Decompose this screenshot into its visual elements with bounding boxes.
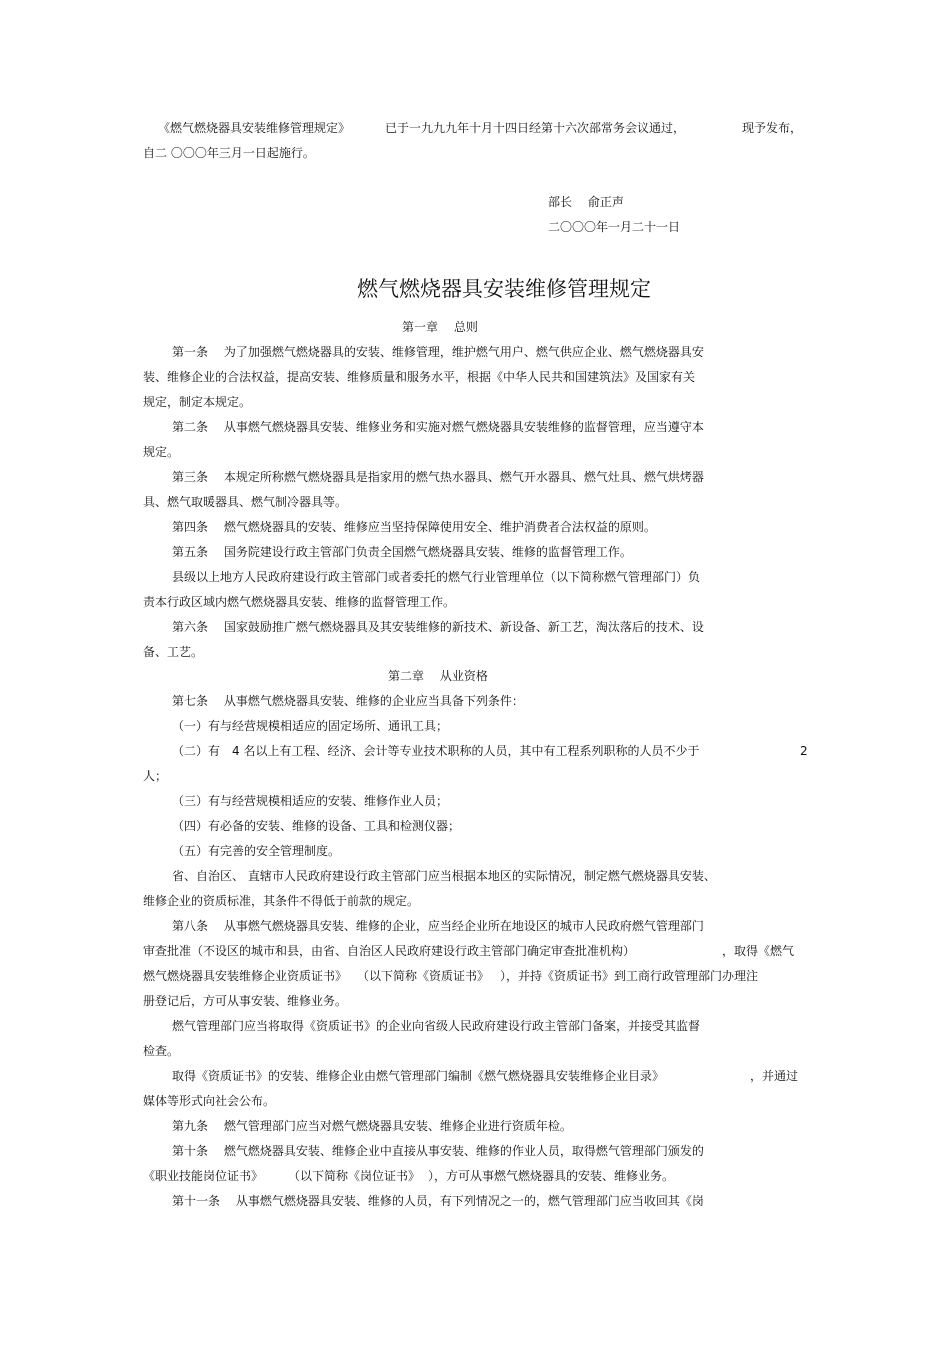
article-11-line-1: 第十一条 从事燃气燃烧器具安装、维修的人员，有下列情况之一的，燃气管理部门应当收回其《岗 — [172, 1194, 704, 1208]
preamble-regulation-name: 《燃气燃烧器具安装维修管理规定》 — [158, 121, 351, 135]
preamble-effective-date: 自二 〇〇〇年三月一日起施行。 — [143, 146, 315, 160]
article-8-para-3-line-1-b: ，并通过 — [750, 1069, 799, 1083]
document-title: 燃气燃烧器具安装维修管理规定 — [357, 277, 651, 301]
article-8-para-3-line-1-a: 取得《资质证书》的安装、维修企业由燃气管理部门编制《燃气燃烧器具安装维修企业目录》 — [172, 1069, 665, 1083]
article-8-para-2-line-1: 燃气管理部门应当将取得《资质证书》的企业向省级人民政府建设行政主管部门备案，并接受其监督 — [172, 1019, 701, 1033]
article-7-item-2: （二）有 4 名以上有工程、经济、会计等专业技术职称的人员，其中有工程系列职称的人员不少于 — [172, 744, 700, 758]
article-7-para-2-line-1: 省、自治区、 直辖市人民政府建设行政主管部门应当根据本地区的实际情况，制定燃气燃烧器具安装、 — [172, 869, 716, 883]
preamble-approval-text: 已于一九九九年十月十四日经第十六次部常务会议通过， — [385, 121, 686, 135]
article-7: 第七条 从事燃气燃烧器具安装、维修的企业应当具备下列条件： — [172, 694, 524, 708]
article-5-para-2-line-1: 县级以上地方人民政府建设行政主管部门或者委托的燃气行业管理单位（以下简称燃气管理部门）负 — [172, 570, 701, 584]
article-7-item-5: （五）有完善的安全管理制度。 — [172, 844, 341, 858]
article-5-para-2-line-2: 责本行政区域内燃气燃烧器具安装、维修的监督管理工作。 — [143, 595, 456, 609]
article-8-line-3-a: 燃气燃烧器具安装维修企业资质证书》 — [143, 969, 348, 983]
article-10-line-2-c: ），方可从事燃气燃烧器具的安装、维修业务。 — [428, 1169, 675, 1183]
article-8-line-2-b: ，取得《燃气 — [722, 944, 795, 958]
article-6-line-1: 第六条 国家鼓励推广燃气燃烧器具及其安装维修的新技术、新设备、新工艺，淘汰落后的技术、设 — [172, 620, 704, 634]
article-2-line-2: 规定。 — [143, 445, 180, 459]
article-9: 第九条 燃气管理部门应当对燃气燃烧器具安装、维修企业进行资质年检。 — [172, 1119, 572, 1133]
article-8-line-3-c: ），并持《资质证书》到工商行政管理部门办理注 — [500, 969, 759, 983]
article-10-line-1: 第十条 燃气燃烧器具安装、维修企业中直接从事安装、维修的作业人员，取得燃气管理部门颁发的 — [172, 1144, 704, 1158]
article-1-line-2: 装、维修企业的合法权益，提高安装、维修质量和服务水平，根据《中华人民共和国建筑法》及国家有关 — [143, 370, 696, 384]
chapter-2-heading: 第二章 从业资格 — [388, 669, 488, 683]
article-10-line-2-a: 《职业技能岗位证书》 — [143, 1169, 264, 1183]
article-3-line-2: 具、燃气取暖器具、燃气制冷器具等。 — [143, 495, 348, 509]
signature-date: 二〇〇〇年一月二十一日 — [548, 220, 681, 234]
signature-minister: 部长 俞正声 — [548, 195, 624, 209]
article-8-line-4: 册登记后，方可从事安装、维修业务。 — [143, 994, 348, 1008]
article-7-item-4: （四）有必备的安装、维修的设备、工具和检测仪器； — [172, 819, 461, 833]
article-7-item-2-end: 人； — [143, 769, 168, 783]
article-4: 第四条 燃气燃烧器具的安装、维修应当坚持保障使用安全、维护消费者合法权益的原则。 — [172, 520, 656, 534]
preamble-publish-text: 现予发布， — [742, 121, 803, 135]
article-2-line-1: 第二条 从事燃气燃烧器具安装、维修业务和实施对燃气燃烧器具安装维修的监督管理，应当遵守本 — [172, 420, 704, 434]
article-5: 第五条 国务院建设行政主管部门负责全国燃气燃烧器具安装、维修的监督管理工作。 — [172, 545, 632, 559]
article-8-line-1: 第八条 从事燃气燃烧器具安装、维修的企业，应当经企业所在地设区的城市人民政府燃气管理部门 — [172, 919, 704, 933]
article-1-line-1: 第一条 为了加强燃气燃烧器具的安装、维修管理，维护燃气用户、燃气供应企业、燃气燃烧器具安 — [172, 345, 704, 359]
article-8-para-3-line-2: 媒体等形式向社会公布。 — [143, 1094, 276, 1108]
chapter-1-heading: 第一章 总则 — [402, 320, 478, 334]
article-7-item-2-number: 2 — [800, 744, 808, 758]
article-1-line-3: 规定，制定本规定。 — [143, 395, 252, 409]
article-8-line-2-a: 审查批准（不设区的城市和县，由省、自治区人民政府建设行政主管部门确定审查批准机构） — [143, 944, 636, 958]
article-10-line-2-b: （以下简称《岗位证书》 — [288, 1169, 421, 1183]
article-3-line-1: 第三条 本规定所称燃气燃烧器具是指家用的燃气热水器具、燃气开水器具、燃气灶具、燃气烘烤器 — [172, 470, 704, 484]
article-8-line-3-b: （以下简称《资质证书》 — [357, 969, 490, 983]
article-6-line-2: 备、工艺。 — [143, 645, 204, 659]
article-7-item-1: （一）有与经营规模相适应的固定场所、通讯工具； — [172, 719, 449, 733]
article-7-para-2-line-2: 维修企业的资质标准，其条件不得低于前款的规定。 — [143, 894, 420, 908]
article-8-para-2-line-2: 检查。 — [143, 1044, 180, 1058]
article-7-item-3: （三）有与经营规模相适应的安装、维修作业人员； — [172, 794, 449, 808]
